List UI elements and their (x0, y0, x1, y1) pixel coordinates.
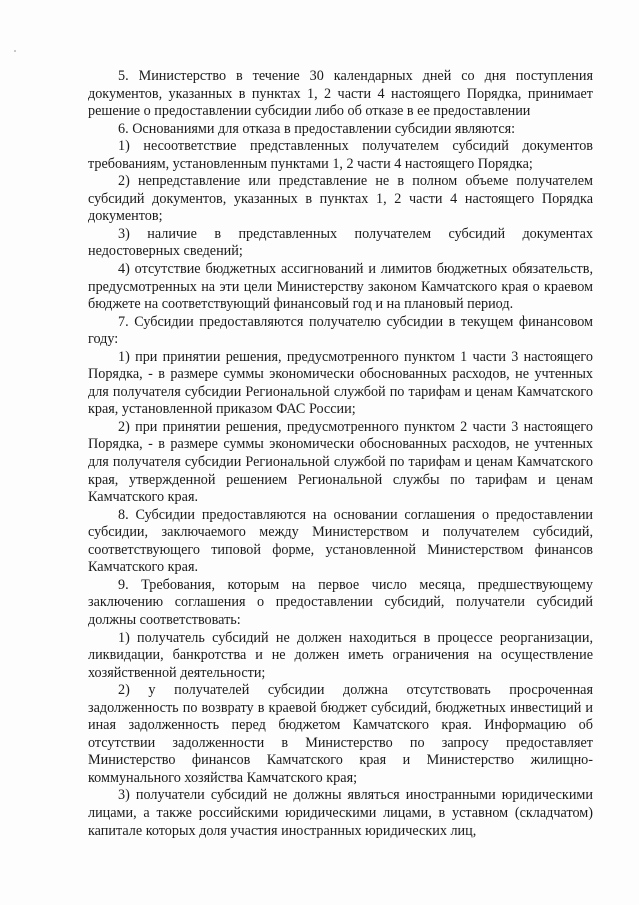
paragraph-6-item-4: 4) отсутствие бюджетных ассигнований и лимитов бюджетных обязательств, предусмотренных на эти цели Министерству законом Камчатского края о краевом бюджете на соответствующий финансовый год и на плановый период. (88, 261, 593, 313)
paragraph-7: 7. Субсидии предоставляются получателю субсидии в текущем финансовом году: (88, 313, 593, 348)
paragraph-7-item-1: 1) при принятии решения, предусмотренного пунктом 1 части 3 настоящего Порядка, - в размере суммы экономически обоснованных расходов, не учтенных для получателя субсидии Региональной службой по тарифам и ценам Камчатского края, установленной приказом ФАС России; (88, 348, 593, 418)
paragraph-6-item-2: 2) непредставление или представление не в полном объеме получателем субсидий документов, указанных в пунктах 1, 2 части 4 настоящего Порядка документов; (88, 173, 593, 225)
paragraph-9-item-3: 3) получатели субсидий не должны являться иностранными юридическими лицами, а также российскими юридическими лицами, в уставном (складчатом) капитале которых доля участия иностранных юридических лиц, (88, 787, 593, 839)
paragraph-6-item-3: 3) наличие в представленных получателем субсидий документах недостоверных сведений; (88, 225, 593, 260)
document-body (88, 68, 593, 840)
paragraph-8: 8. Субсидии предоставляются на основании соглашения о предоставлении субсидии, заключаемого между Министерством и получателем субсидий, соответствующего типовой форме, установленной Министерством финансов Камчатского края. (88, 506, 593, 576)
paragraph-7-item-2: 2) при принятии решения, предусмотренного пунктом 2 части 3 настоящего Порядка, - в размере суммы экономически обоснованных расходов, не учтенных для получателя субсидии Региональной службой по тарифам и ценам Камчатского края, утвержденной решением Региональной службы по тарифам и ценам Камчатского края. (88, 418, 593, 506)
paragraph-6: 6. Основаниями для отказа в предоставлении субсидии являются: (118, 120, 516, 137)
paragraph-5: 5. Министерство в течение 30 календарных дней со дня поступления документов, указанных в пунктах 1, 2 части 4 настоящего Порядка, принимает решение о предоставлении субсидии либо об отказе в ее предоставлении (88, 68, 593, 120)
paragraph-9-item-1: 1) получатель субсидий не должен находиться в процессе реорганизации, ликвидации, банкротства и не должен иметь ограничения на осуществление хозяйственной деятельности; (88, 629, 593, 681)
paragraph-6-item-1: 1) несоответствие представленных получателем субсидий документов требованиям, установленным пунктами 1, 2 части 4 настоящего Порядка; (88, 138, 593, 172)
paragraph-9: 9. Требования, которым на первое число месяца, предшествующему заключению соглашения о предоставлении субсидий, получатели субсидий должны соответствовать: (88, 576, 593, 628)
paragraph-9-item-2: 2) у получателей субсидии должна отсутствовать просроченная задолженность по возврату в краевой бюджет субсидий, бюджетных инвестиций и иная задолженность перед бюджетом Камчатского края. Информацию об отсутствии задолженности в Министерство по запросу предоставляет Министерство финансов Камчатского края и Министерство жилищно-коммунального хозяйства Камчатского края; (88, 682, 593, 786)
scan-speck (14, 50, 16, 52)
